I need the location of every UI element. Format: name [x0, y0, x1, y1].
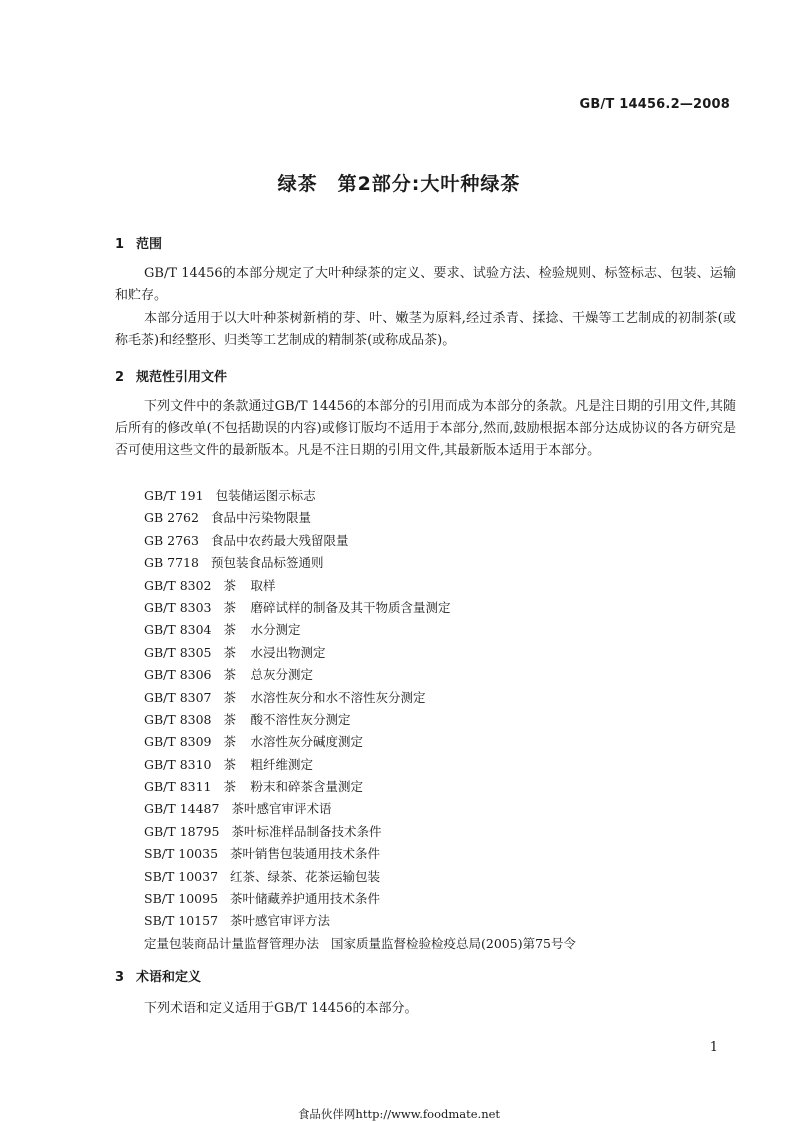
reference-code: SB/T 10037: [144, 868, 219, 884]
reference-item: [144, 709, 576, 731]
section-heading-terms-definitions: [115, 966, 201, 985]
reference-title: 水浸出物测定: [250, 644, 326, 660]
reference-item: [144, 664, 576, 686]
terms-paragraph: 下列术语和定义适用于GB/T 14456的本部分。: [144, 1001, 418, 1016]
reference-item: [144, 933, 576, 955]
reference-prefix: 茶: [223, 734, 237, 750]
reference-code: SB/T 10157: [144, 913, 219, 929]
reference-code: GB/T 18795: [144, 823, 220, 839]
reference-item: [144, 642, 576, 664]
reference-item: [144, 597, 576, 619]
reference-prefix: 茶: [223, 622, 237, 638]
reference-code: GB/T 8305: [144, 644, 212, 660]
reference-prefix: 茶: [223, 711, 237, 727]
reference-prefix: 茶: [223, 599, 237, 615]
standard-number: GB/T 14456.2—2008: [579, 97, 730, 112]
reference-item: [144, 910, 576, 932]
reference-title: 茶叶标准样品制备技术条件: [231, 823, 382, 839]
reference-prefix: 茶: [223, 689, 237, 705]
reference-title: 茶叶销售包装通用技术条件: [230, 846, 381, 862]
reference-item: [144, 731, 576, 753]
section-title: 范围: [136, 237, 163, 252]
reference-title: 取样: [250, 577, 276, 593]
reference-item: [144, 754, 576, 776]
reference-code: GB/T 8304: [144, 622, 212, 638]
document-title: 绿茶 第2部分:大叶种绿茶: [277, 173, 521, 195]
references-intro-paragraph: 下列文件中的条款通过GB/T 14456的本部分的引用而成为本部分的条款。凡是注日期的引用文件,其随后所有的修改单(不包括勘误的内容)或修订版均不适用于本部分,然而,鼓励根据本部分达成协议的各方研究是否可使用这些文件的最新版本。凡是不注日期的引用文件,其最新版本适用于本部分。: [115, 399, 736, 458]
reference-code: GB 7718: [144, 555, 199, 571]
section-title: 术语和定义: [136, 970, 202, 985]
reference-prefix: 茶: [223, 667, 237, 683]
page-number: 1: [709, 1040, 718, 1055]
reference-title: 茶叶感官审评术语: [231, 801, 332, 817]
reference-item: [144, 866, 576, 888]
reference-prefix: 茶: [223, 577, 237, 593]
reference-item: [144, 843, 576, 865]
reference-code: GB/T 14487: [144, 801, 220, 817]
reference-title: 酸不溶性灰分测定: [250, 711, 351, 727]
reference-title: 粉末和碎茶含量测定: [250, 779, 364, 795]
reference-item: [144, 798, 576, 820]
reference-list: [144, 485, 576, 955]
reference-item: [144, 530, 576, 552]
reference-code: GB/T 8310: [144, 756, 212, 772]
reference-code: SB/T 10035: [144, 846, 219, 862]
reference-title: 茶叶感官审评方法: [230, 913, 331, 929]
reference-title: 粗纤维测定: [250, 756, 314, 772]
reference-item: [144, 485, 576, 507]
reference-code: GB/T 8308: [144, 711, 212, 727]
reference-title: 包装储运图示标志: [215, 488, 316, 503]
reference-code: GB/T 8307: [144, 689, 212, 705]
reference-code: SB/T 10095: [144, 891, 219, 907]
section-heading-scope: [115, 233, 162, 252]
reference-prefix: 茶: [223, 756, 237, 772]
section-title: 规范性引用文件: [136, 370, 228, 385]
reference-item: [144, 888, 576, 910]
reference-title: 水分测定: [250, 622, 301, 638]
reference-title: 预包装食品标签通则: [210, 555, 324, 571]
reference-item: [144, 821, 576, 843]
reference-code: 定量包装商品计量监督管理办法: [144, 935, 320, 951]
reference-title: 食品中污染物限量: [210, 510, 311, 526]
reference-title: 水溶性灰分碱度测定: [250, 734, 364, 750]
reference-item: [144, 776, 576, 798]
reference-code: GB/T 8309: [144, 734, 212, 750]
section-number: 3: [115, 970, 125, 985]
reference-code: GB/T 8302: [144, 577, 212, 593]
reference-item: [144, 575, 576, 597]
reference-code: GB 2763: [144, 532, 199, 548]
reference-prefix: 茶: [223, 779, 237, 795]
reference-title: 总灰分测定: [250, 667, 314, 683]
reference-item: [144, 552, 576, 574]
reference-title: 茶叶储藏养护通用技术条件: [230, 891, 381, 907]
reference-title: 磨碎试样的制备及其干物质含量测定: [250, 599, 451, 615]
section-number: 2: [115, 370, 125, 385]
reference-code: GB/T 8306: [144, 667, 212, 683]
reference-item: [144, 687, 576, 709]
reference-item: [144, 619, 576, 641]
reference-code: GB/T 8311: [144, 779, 212, 795]
section-heading-normative-references: [115, 366, 227, 385]
reference-code: GB/T 8303: [144, 599, 212, 615]
reference-item: [144, 507, 576, 529]
reference-title: 水溶性灰分和水不溶性灰分测定: [250, 689, 426, 705]
reference-code: GB 2762: [144, 510, 199, 526]
reference-prefix: 茶: [223, 644, 237, 660]
footer-watermark: 食品伙伴网http://www.foodmate.net: [297, 1107, 501, 1121]
scope-paragraph-1: GB/T 14456的本部分规定了大叶种绿茶的定义、要求、试验方法、检验规则、标签标志、包装、运输和贮存。: [115, 266, 736, 303]
reference-code: GB/T 191: [144, 488, 204, 503]
reference-title: 红茶、绿茶、花茶运输包装: [230, 868, 381, 884]
reference-title: 国家质量监督检验检疫总局(2005)第75号令: [331, 935, 576, 951]
reference-title: 食品中农药最大残留限量: [210, 532, 349, 548]
scope-paragraph-2: 本部分适用于以大叶种茶树新梢的芽、叶、嫩茎为原料,经过杀青、揉捻、干燥等工艺制成的初制茶(或称毛茶)和经整形、归类等工艺制成的精制茶(或称成品茶)。: [115, 311, 736, 348]
section-number: 1: [115, 237, 125, 252]
